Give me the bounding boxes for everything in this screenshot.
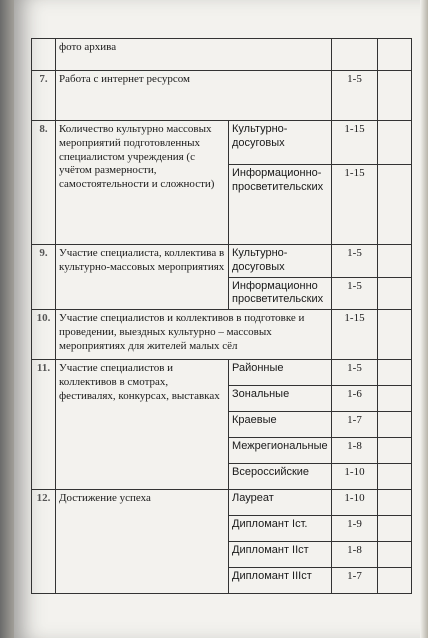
empty-cell (378, 568, 412, 594)
sub-category: Всероссийские (229, 464, 332, 490)
score-range: 1-7 (332, 412, 378, 438)
score-range: 1-9 (332, 516, 378, 542)
row-number: 9. (32, 245, 56, 310)
sub-category: Дипломант IIIст (229, 568, 332, 594)
empty-cell (378, 412, 412, 438)
criterion-text: Работа с интернет ресурсом (56, 71, 332, 121)
empty-cell (378, 542, 412, 568)
score-range: 1-5 (332, 277, 378, 310)
page-edge (420, 0, 428, 638)
sub-category: Краевые (229, 412, 332, 438)
sub-category: Лауреат (229, 490, 332, 516)
criterion-text: Участие специалистов и коллективов в смотрах, фестивалях, конкурсах, выставках (56, 360, 229, 490)
score-range (332, 39, 378, 71)
empty-cell (378, 438, 412, 464)
empty-cell (378, 310, 412, 360)
sub-category: Информационно просветительских (229, 277, 332, 310)
sub-category: Межрегиональные (229, 438, 332, 464)
sub-category: Культурно-досуговых (229, 121, 332, 165)
criterion-text: Участие специалистов и коллективов в подготовке и проведении, выездных культурно – массовых мероприятиях для жителей малых сёл (56, 310, 332, 360)
row-number: 7. (32, 71, 56, 121)
table-row (32, 490, 412, 516)
score-range: 1-6 (332, 386, 378, 412)
table-row (32, 71, 412, 121)
table-row (32, 245, 412, 278)
empty-cell (378, 490, 412, 516)
row-number: 8. (32, 121, 56, 245)
empty-cell (378, 464, 412, 490)
criterion-text: Количество культурно массовых мероприятий подготовленных специалистом учреждения (с учётом размерности, самостоятельности и сложности) (56, 121, 229, 245)
sub-category: Культурно-досуговых (229, 245, 332, 278)
sub-category: Районные (229, 360, 332, 386)
criterion-text: Достижение успеха (56, 490, 229, 594)
empty-cell (378, 165, 412, 245)
score-range: 1-5 (332, 245, 378, 278)
row-number: 12. (32, 490, 56, 594)
score-range: 1-8 (332, 438, 378, 464)
score-range: 1-5 (332, 360, 378, 386)
row-number: 11. (32, 360, 56, 490)
empty-cell (378, 516, 412, 542)
score-range: 1-8 (332, 542, 378, 568)
sub-category: Зональные (229, 386, 332, 412)
table-row (32, 121, 412, 165)
empty-cell (378, 277, 412, 310)
sub-category: Дипломант Iст. (229, 516, 332, 542)
score-range: 1-10 (332, 464, 378, 490)
row-number: 10. (32, 310, 56, 360)
score-range: 1-15 (332, 121, 378, 165)
score-range: 1-5 (332, 71, 378, 121)
empty-cell (378, 386, 412, 412)
sub-category: Дипломант IIст (229, 542, 332, 568)
sub-category: Информационно-просветительских (229, 165, 332, 245)
row-number (32, 39, 56, 71)
criterion-text: Участие специалиста, коллектива в культурно-массовых мероприятиях (56, 245, 229, 310)
criterion-text: фото архива (56, 39, 332, 71)
criteria-table (31, 38, 412, 594)
empty-cell (378, 121, 412, 165)
empty-cell (378, 245, 412, 278)
table-row (32, 310, 412, 360)
score-range: 1-10 (332, 490, 378, 516)
empty-cell (378, 39, 412, 71)
empty-cell (378, 71, 412, 121)
table-row (32, 360, 412, 386)
table-row (32, 39, 412, 71)
score-range: 1-15 (332, 165, 378, 245)
empty-cell (378, 360, 412, 386)
score-range: 1-7 (332, 568, 378, 594)
score-range: 1-15 (332, 310, 378, 360)
